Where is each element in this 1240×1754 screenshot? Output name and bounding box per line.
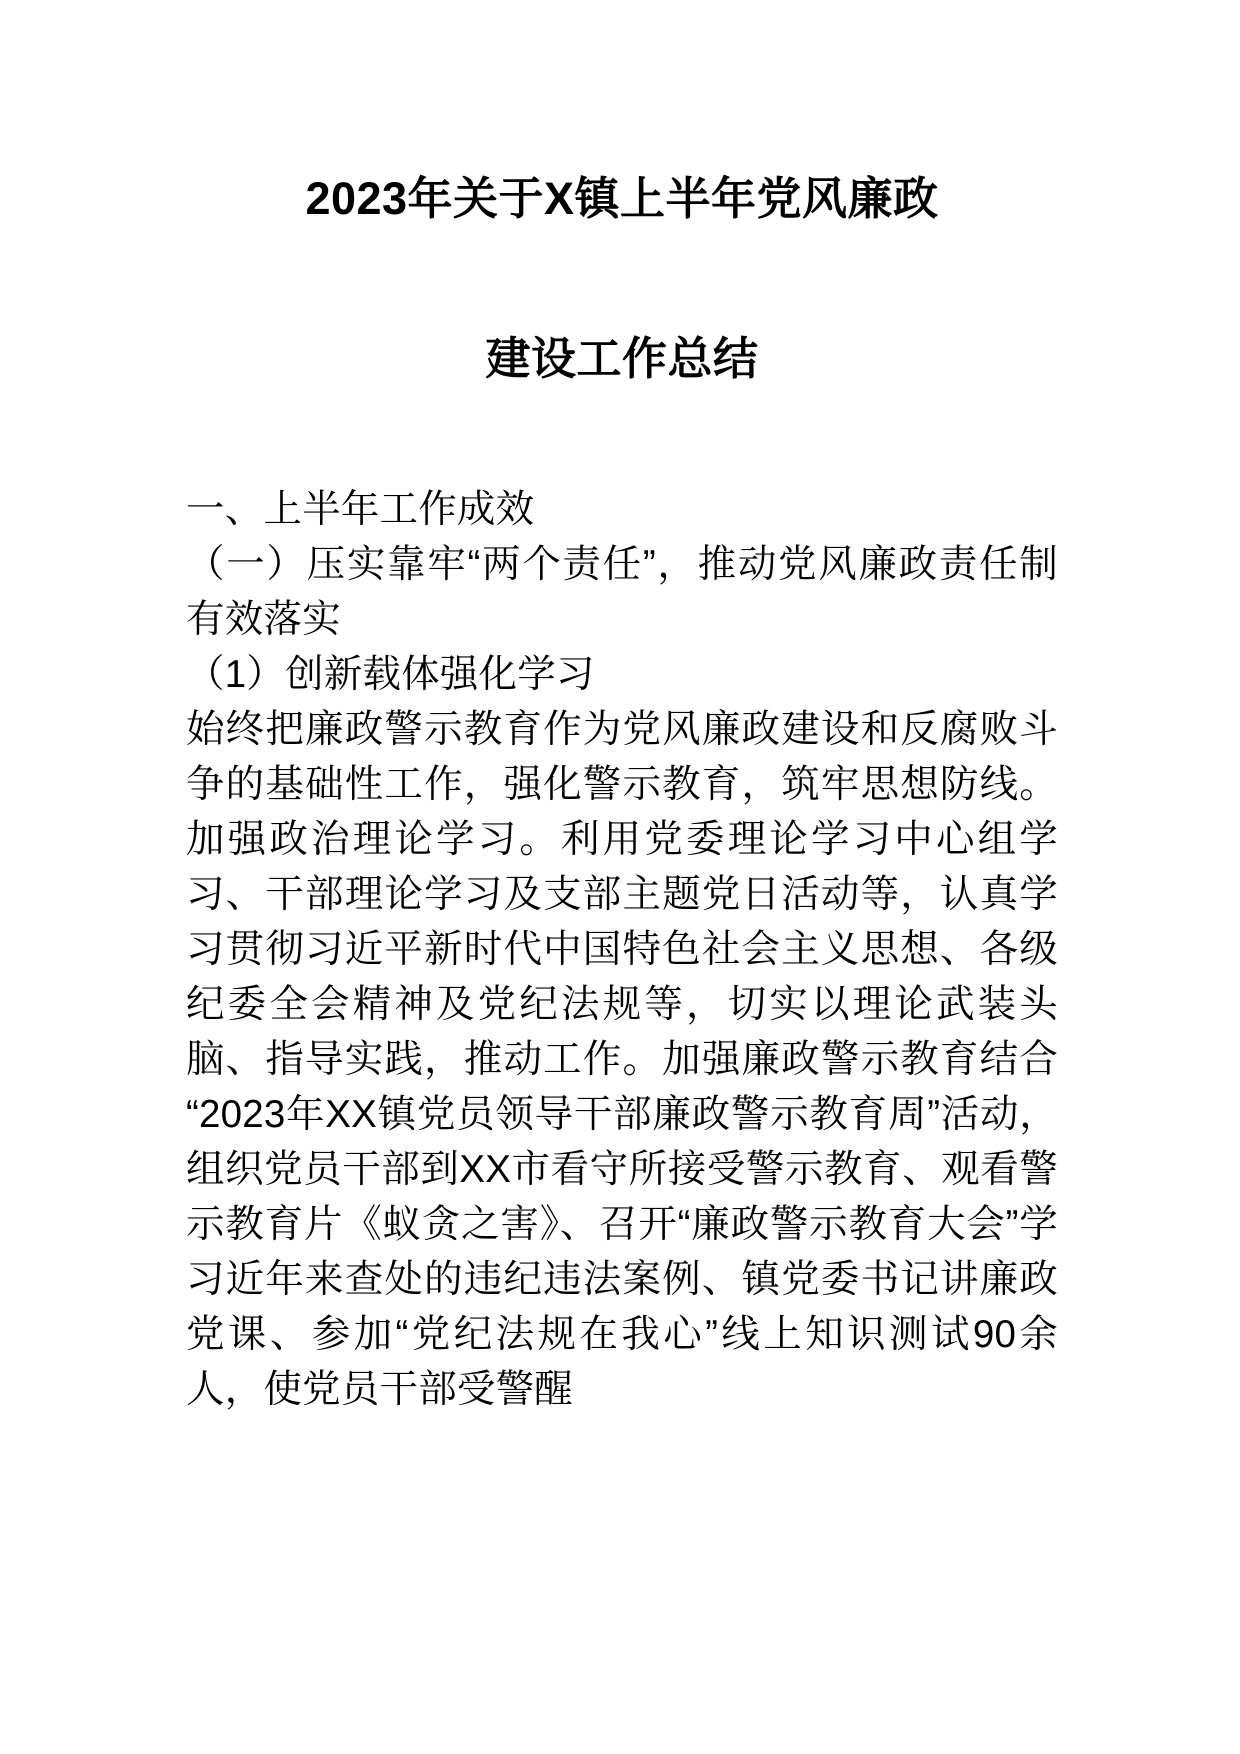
heading-level-3: （1）创新载体强化学习 <box>186 653 595 696</box>
heading-level-1: 一、上半年工作成效 <box>186 488 535 531</box>
document-title-line-1: 2023年关于X镇上半年党风廉政 <box>305 173 939 224</box>
document-content <box>186 390 1058 1417</box>
body-paragraph-1: 始终把廉政警示教育作为党风廉政建设和反腐败斗争的基础性工作，强化警示教育，筑牢思想防线。加强政治理论学习。利用党委理论学习中心组学习、干部理论学习及支部主题党日活动等，认真学习贯彻习近平新时代中国特色社会主义思想、各级纪委全会精神及党纪法规等，切实以理论武装头脑、指导实践，推动工作。加强廉政警示教育结合“2023年XX镇党员领导干部廉政警示教育周”活动，组织党员干部到XX市看守所接受警示教育、观看警示教育片《蚁贪之害》、召开“廉政警示教育大会”学习近年来查处的违纪违法案例、镇党委书记讲廉政党课、参加“党纪法规在我心”线上知识测试90余人，使党员干部受警醒 <box>186 708 1058 1411</box>
document-title-line-2: 建设工作总结 <box>485 333 759 384</box>
document-body <box>186 0 1058 1417</box>
heading-level-2: （一）压实靠牢“两个责任”，推动党风廉政责任制有效落实 <box>186 543 1058 641</box>
